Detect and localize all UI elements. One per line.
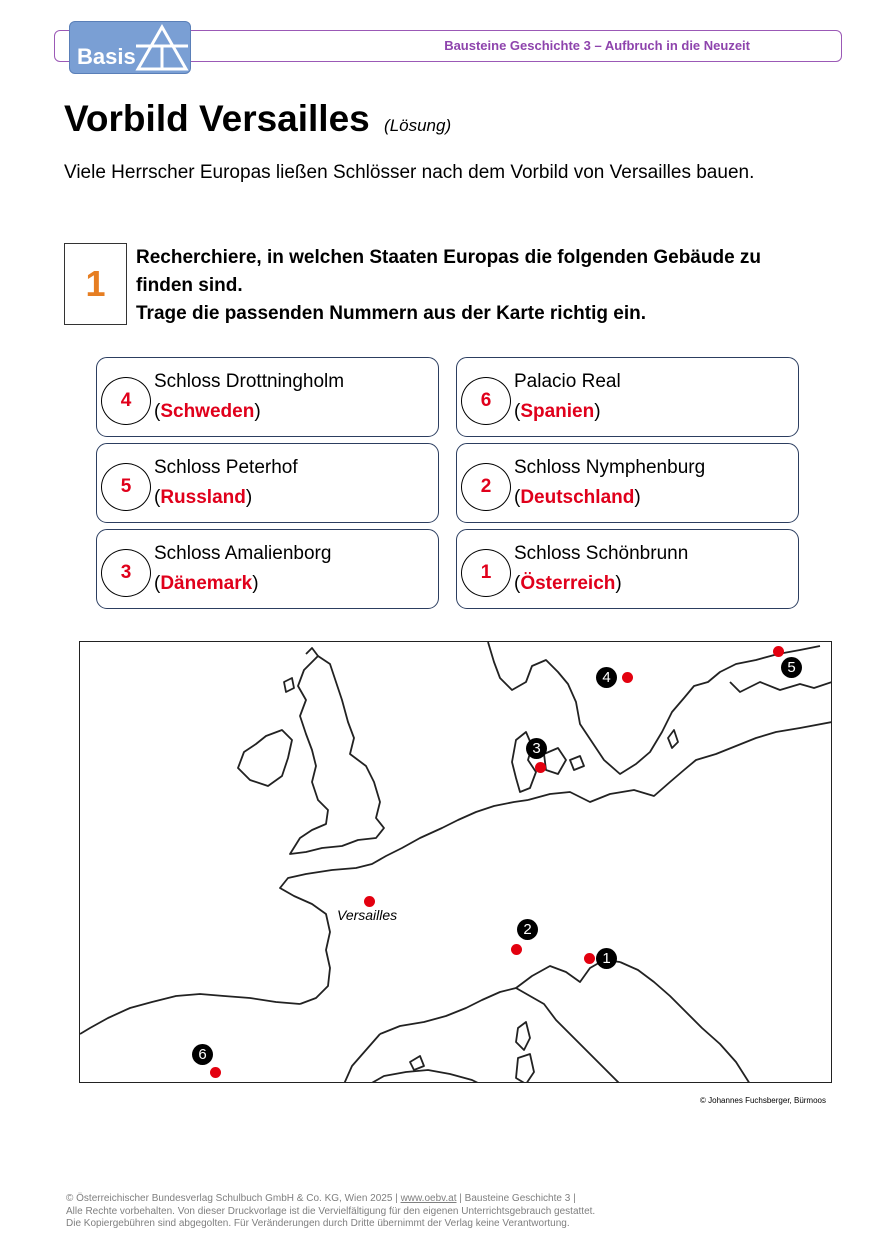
versailles-label: Versailles: [337, 907, 398, 923]
footer-line-1: [66, 1193, 826, 1206]
basis-logo: [69, 21, 191, 74]
marker-dot-5: [773, 646, 784, 657]
marker-dot-2: [511, 944, 522, 955]
castle-name: Schloss Peterhof: [154, 457, 298, 478]
card-nymphenburg: [456, 443, 799, 523]
country-answer: Deutschland: [520, 487, 635, 508]
answer-circle: 3: [101, 549, 151, 597]
country-line: (Dänemark): [154, 573, 259, 594]
footer-line-3: Die Kopiergebühren sind abgegolten. Für Veränderungen durch Dritte übernimmt der Verlag keine Verantwortung.: [66, 1218, 570, 1229]
country-line: (Österreich): [514, 573, 622, 594]
marker-badge-2: 2: [517, 919, 538, 940]
answer-circle: 4: [101, 377, 151, 425]
logo-text: Basis: [77, 44, 136, 69]
coastline-drawing: [80, 642, 832, 1083]
marker-badge-6: 6: [192, 1044, 213, 1065]
country-answer: Russland: [160, 487, 246, 508]
country-answer: Österreich: [520, 573, 616, 594]
europe-map: [79, 641, 832, 1083]
footer-series: | Bausteine Geschichte 3 |: [456, 1193, 576, 1204]
marker-dot-6: [210, 1067, 221, 1078]
marker-dot-3: [535, 762, 546, 773]
page-title: [64, 98, 451, 140]
marker-dot-4: [622, 672, 633, 683]
country-line: (Schweden): [154, 401, 261, 422]
castle-name: Schloss Amalienborg: [154, 543, 332, 564]
answer-circle: 6: [461, 377, 511, 425]
task-instructions: [136, 244, 816, 328]
castle-name: Schloss Schönbrunn: [514, 543, 689, 564]
page-subtitle: (Lösung): [384, 116, 452, 135]
country-line: (Spanien): [514, 401, 601, 422]
footer-line-2: Alle Rechte vorbehalten. Von dieser Druckvorlage ist die Vervielfältigung für den eigenen Unterrichtsgebrauch gestattet.: [66, 1205, 596, 1217]
answer-circle: 2: [461, 463, 511, 511]
marker-badge-4: 4: [596, 667, 617, 688]
footer-copyright: © Österreichischer Bundesverlag Schulbuch GmbH & Co. KG, Wien 2025 |: [66, 1193, 401, 1204]
marker-badge-1: 1: [596, 948, 617, 969]
castle-name: Palacio Real: [514, 371, 621, 392]
task-line-2: finden sind.: [136, 275, 243, 296]
card-drottningholm: [96, 357, 439, 437]
answer-circle: 5: [101, 463, 151, 511]
card-schoenbrunn: [456, 529, 799, 609]
country-line: (Russland): [154, 487, 253, 508]
marker-badge-5: 5: [781, 657, 802, 678]
versailles-marker: [364, 896, 375, 907]
castle-name: Schloss Nymphenburg: [514, 457, 706, 478]
task-line-3: Trage die passenden Nummern aus der Karte richtig ein.: [136, 303, 646, 324]
card-peterhof: [96, 443, 439, 523]
marker-dot-1: [584, 953, 595, 964]
country-answer: Schweden: [160, 401, 255, 422]
header-title: Bausteine Geschichte 3 – Aufbruch in die Neuzeit: [444, 38, 750, 53]
marker-badge-3: 3: [526, 738, 547, 759]
country-answer: Dänemark: [160, 573, 253, 594]
card-amalienborg: [96, 529, 439, 609]
intro-text: Viele Herrscher Europas ließen Schlösser nach dem Vorbild von Versailles bauen.: [64, 162, 755, 183]
castle-name: Schloss Drottningholm: [154, 371, 345, 392]
task-number: 1: [64, 243, 127, 325]
country-answer: Spanien: [520, 401, 595, 422]
task-line-1: Recherchiere, in welchen Staaten Europas die folgenden Gebäude zu: [136, 247, 762, 268]
country-line: (Deutschland): [514, 487, 641, 508]
footer-link[interactable]: www.oebv.at: [400, 1193, 457, 1204]
card-palacio-real: [456, 357, 799, 437]
answer-circle: 1: [461, 549, 511, 597]
footer: [66, 1193, 826, 1231]
page-title-text: Vorbild Versailles: [64, 98, 370, 139]
map-credit: © Johannes Fuchsberger, Bürmoos: [700, 1096, 826, 1105]
